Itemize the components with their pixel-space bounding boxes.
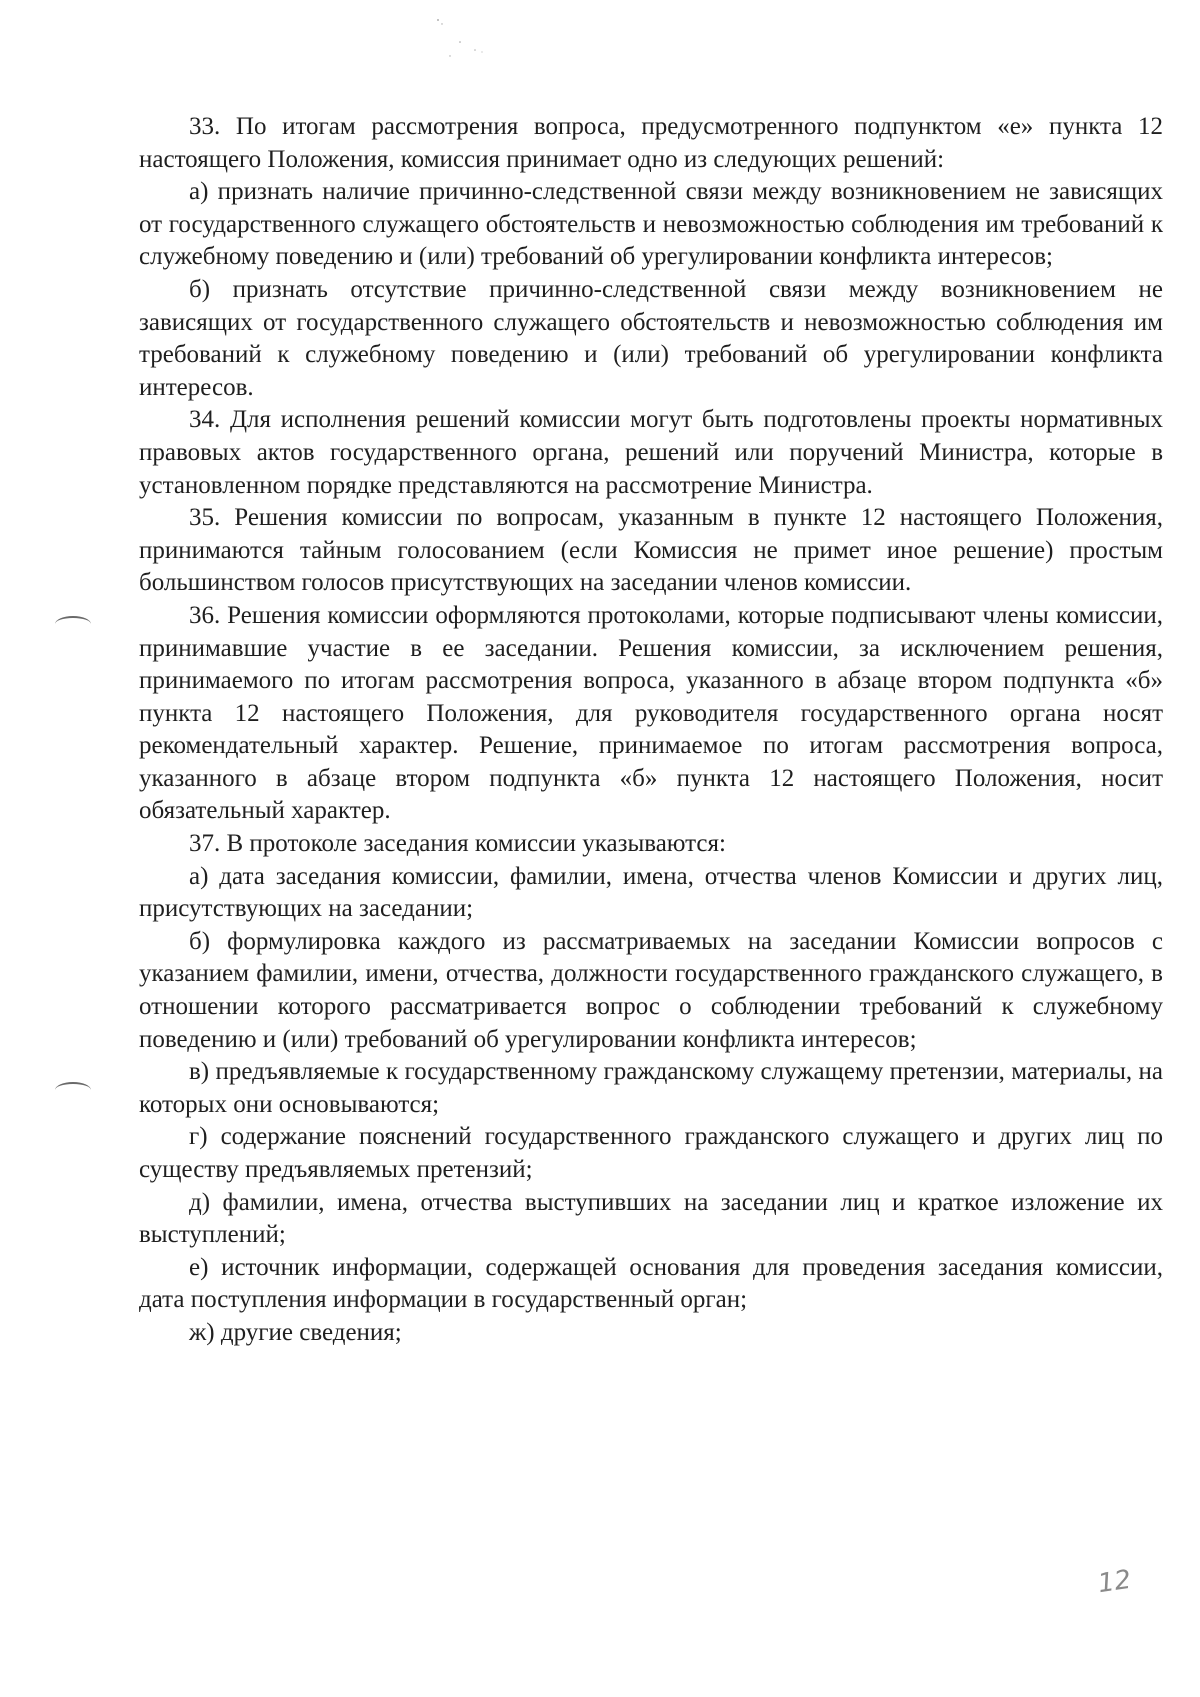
- paragraph-33-a: а) признать наличие причинно-следственной связи между возникновением не зависящих от государственного служащего обстоятельств и невозможностью соблюдения им требований к служебному поведению и (или) требований об урегулировании конфликта интересов;: [139, 178, 1163, 271]
- paragraph-37-e: е) источник информации, содержащей основания для проведения заседания комиссии, дата поступления информации в государственный орган;: [139, 1253, 1163, 1314]
- document-body: [139, 111, 1163, 1350]
- paragraph-36: 36. Решения комиссии оформляются протоколами, которые подписывают члены комиссии, принимавшие участие в ее заседании. Решения комиссии, за исключением решения, принимаемого по итогам рассмотрения вопроса, указанного в абзаце втором подпункта «б» пункта 12 настоящего Положения, для руководителя государственного органа носят рекомендательный характер. Решение, принимаемое по итогам рассмотрения вопроса, указанного в абзаце втором подпункта «б» пункта 12 настоящего Положения, носит обязательный характер.: [139, 601, 1163, 825]
- handwritten-page-number: 12: [1096, 1564, 1134, 1600]
- punch-hole-mark: [55, 1082, 91, 1098]
- paragraph-33: 33. По итогам рассмотрения вопроса, предусмотренного подпунктом «е» пункта 12 настоящего Положения, комиссия принимает одно из следующих решений:: [139, 113, 1163, 173]
- paragraph-35: 35. Решения комиссии по вопросам, указанным в пункте 12 настоящего Положения, принимаются тайным голосованием (если Комиссия не примет иное решение) простым большинством голосов присутствующих на заседании членов комиссии.: [139, 504, 1163, 597]
- punch-hole-mark: [55, 616, 91, 632]
- paragraph-37-b: б) формулировка каждого из рассматриваемых на заседании Комиссии вопросов с указанием фамилии, имени, отчества, должности государственного гражданского служащего, в отношении которого рассматривается вопрос о соблюдении требований к служебному поведению и (или) требований об урегулировании конфликта интересов;: [139, 927, 1163, 1053]
- paragraph-34: 34. Для исполнения решений комиссии могут быть подготовлены проекты нормативных правовых актов государственного органа, решений или поручений Министра, которые в установленном порядке представляются на рассмотрение Министра.: [139, 406, 1163, 499]
- paragraph-37-a: а) дата заседания комиссии, фамилии, имена, отчества членов Комиссии и других лиц, присутствующих на заседании;: [139, 862, 1163, 923]
- scan-noise-mark: [420, 12, 510, 67]
- paragraph-33-b: б) признать отсутствие причинно-следственной связи между возникновением не зависящих от государственного служащего обстоятельств и невозможностью соблюдения им требований к служебному поведению и (или) требований об урегулировании конфликта интересов.: [139, 275, 1163, 401]
- paragraph-37: 37. В протоколе заседания комиссии указываются:: [189, 830, 726, 858]
- paragraph-37-zh: ж) другие сведения;: [189, 1318, 402, 1346]
- paragraph-37-d: д) фамилии, имена, отчества выступивших на заседании лиц и краткое изложение их выступлений;: [139, 1188, 1163, 1249]
- paragraph-37-g: г) содержание пояснений государственного гражданского служащего и других лиц по существу предъявляемых претензий;: [139, 1123, 1163, 1183]
- paragraph-37-v: в) предъявляемые к государственному гражданскому служащему претензии, материалы, на которых они основываются;: [139, 1058, 1163, 1118]
